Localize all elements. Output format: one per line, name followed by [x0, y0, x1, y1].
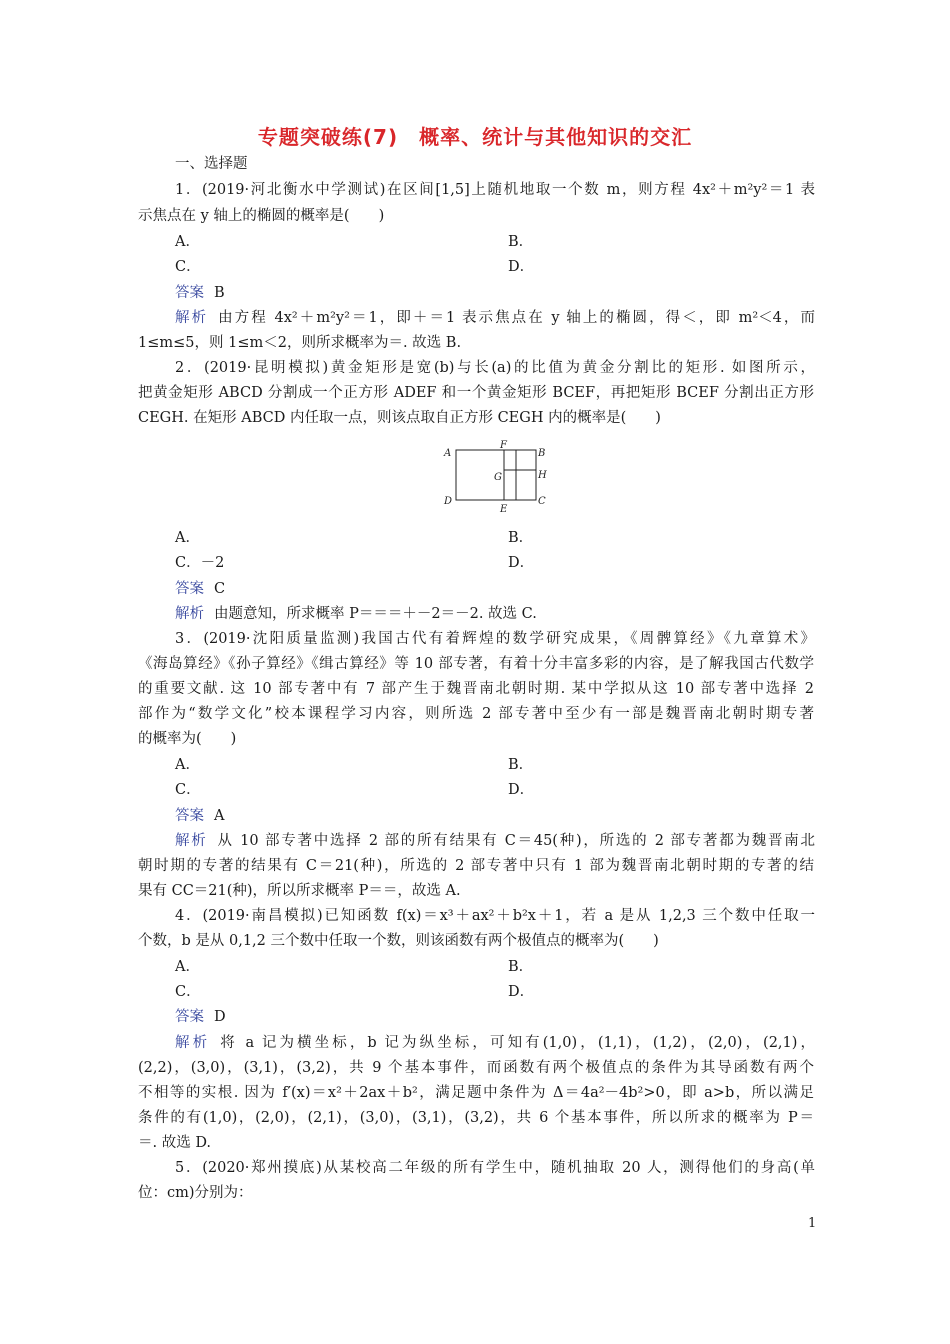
analysis-text: 由题意知，所求概率 P＝＝＝＋－2＝－2. 故选 C. [214, 606, 537, 622]
q3-option-c: C． [175, 782, 201, 798]
q3-option-b: B． [508, 757, 534, 773]
q2-option-b: B． [508, 530, 534, 546]
question-4-line-1: 4．(2019·南昌模拟)已知函数 f(x)＝x³＋ax²＋b²x＋1，若 a 是从 1,2,3 三个数中任取一 [175, 908, 815, 924]
label-c: C [538, 496, 546, 507]
q4-answer [175, 1007, 815, 1027]
label-e: E [500, 504, 508, 515]
q1-analysis-line-2: 1≤m≤5，则 1≤m＜2，则所求概率为＝. 故选 B. [138, 335, 462, 351]
page-title: 专题突破练(7) 概率、统计与其他知识的交汇 [257, 125, 693, 149]
question-5-line-1: 5．(2020·郑州摸底)从某校高二年级的所有学生中，随机抽取 20 人，测得他们的身高(单 [175, 1160, 815, 1176]
q4-analysis-line-5: ＝. 故选 D. [138, 1135, 212, 1151]
section-heading: 一、选择题 [175, 156, 248, 172]
q1-option-b: B． [508, 234, 534, 250]
q1-option-d: D． [508, 259, 535, 275]
question-1-line-1: 1．(2019·河北衡水中学测试)在区间[1,5]上随机地取一个数 m，则方程 4x²＋m²y²＝1 表 [175, 182, 815, 198]
q4-analysis-line-1 [175, 1033, 815, 1053]
q1-option-a: A． [175, 234, 200, 250]
label-a: A [444, 448, 452, 459]
question-3-line-5: 的概率为( ) [138, 731, 237, 747]
q3-option-a: A． [175, 757, 200, 773]
q2-option-c: C．－2 [175, 555, 225, 571]
question-3-line-1: 3．(2019·沈阳质量监测)我国古代有着辉煌的数学研究成果，《周髀算经》《九章算术》 [175, 631, 815, 647]
analysis-label: 解析 [175, 310, 209, 326]
q1-analysis-line-1 [175, 308, 815, 328]
answer-value: C [214, 581, 226, 597]
q3-analysis-line-1 [175, 831, 815, 851]
analysis-text: 将 a 记为横坐标，b 记为纵坐标，可知有(1,0)，(1,1)，(1,2)，(2,0)，(2,1)， [220, 1035, 816, 1051]
q1-option-c: C． [175, 259, 201, 275]
q4-analysis-line-2: (2,2)，(3,0)，(3,1)，(3,2)，共 9 个基本事件，而函数有两个极值点的条件为其导函数有两个 [138, 1060, 814, 1076]
q4-option-c: C． [175, 984, 201, 1000]
q3-analysis-line-2: 朝时期的专著的结果有 C＝21(种)，所选的 2 部专著中只有 1 部为魏晋南北朝时期的专著的结 [138, 858, 814, 874]
question-2-line-2: 把黄金矩形 ABCD 分割成一个正方形 ADEF 和一个黄金矩形 BCEF，再把矩形 BCEF 分割出正方形 [138, 385, 814, 401]
label-f: F [500, 440, 507, 451]
label-b: B [538, 448, 546, 459]
q4-analysis-line-3: 不相等的实根. 因为 f′(x)＝x²＋2ax＋b²，满足题中条件为 Δ＝4a²－4b²>0，即 a>b，所以满足 [138, 1085, 814, 1101]
analysis-label: 解析 [175, 606, 204, 622]
analysis-text: 由方程 4x²＋m²y²＝1，即＋＝1 表示焦点在 y 轴上的椭圆，得＜，即 m²＜4，而 [218, 310, 815, 326]
analysis-label: 解析 [175, 833, 208, 849]
answer-label: 答案 [175, 808, 204, 824]
label-g: G [494, 472, 502, 483]
answer-value: D [214, 1009, 226, 1025]
question-1-line-2: 示焦点在 y 轴上的椭圆的概率是( ) [138, 208, 385, 224]
question-5-line-2: 位：cm)分别为： [138, 1185, 253, 1201]
answer-label: 答案 [175, 285, 204, 301]
answer-value: B [214, 285, 225, 301]
answer-value: A [214, 808, 225, 824]
q2-analysis-line-1 [175, 604, 815, 624]
question-2-line-3: CEGH. 在矩形 ABCD 内任取一点，则该点取自正方形 CEGH 内的概率是( ) [138, 410, 661, 426]
question-4-line-2: 个数，b 是从 0,1,2 三个数中任取一个数，则该函数有两个极值点的概率为( ) [138, 933, 659, 949]
q3-answer [175, 806, 815, 826]
q4-option-b: B． [508, 959, 534, 975]
q3-option-d: D． [508, 782, 535, 798]
label-h: H [538, 470, 547, 481]
q2-answer [175, 579, 815, 599]
analysis-text: 从 10 部专著中选择 2 部的所有结果有 C＝45(种)，所选的 2 部专著都为魏晋南北 [217, 833, 815, 849]
page-number: 1 [808, 1216, 817, 1231]
golden-rectangle-figure [440, 440, 552, 516]
q4-option-a: A． [175, 959, 200, 975]
label-d: D [444, 496, 453, 507]
question-3-line-2: 《海岛算经》《孙子算经》《缉古算经》等 10 部专著，有着十分丰富多彩的内容，是了解我国古代数学 [138, 656, 814, 672]
question-3-line-4: 部作为“数学文化”校本课程学习内容，则所选 2 部专著中至少有一部是魏晋南北朝时期专著 [138, 706, 814, 722]
question-3-line-3: 的重要文献. 这 10 部专著中有 7 部产生于魏晋南北朝时期. 某中学拟从这 10 部专著中选择 2 [138, 681, 814, 697]
q4-analysis-line-4: 条件的有(1,0)，(2,0)，(2,1)，(3,0)，(3,1)，(3,2)，共 6 个基本事件，所以所求的概率为 P＝ [138, 1110, 814, 1126]
analysis-label: 解析 [175, 1035, 211, 1051]
q1-answer [175, 283, 815, 303]
q2-option-a: A． [175, 530, 200, 546]
q4-option-d: D． [508, 984, 535, 1000]
answer-label: 答案 [175, 1009, 204, 1025]
q2-option-d: D． [508, 555, 535, 571]
q3-analysis-line-3: 果有 CC＝21(种)，所以所求概率 P＝＝，故选 A. [138, 883, 461, 899]
answer-label: 答案 [175, 581, 204, 597]
question-2-line-1: 2．(2019·昆明模拟)黄金矩形是宽(b)与长(a)的比值为黄金分割比的矩形. 如图所示， [175, 360, 815, 376]
